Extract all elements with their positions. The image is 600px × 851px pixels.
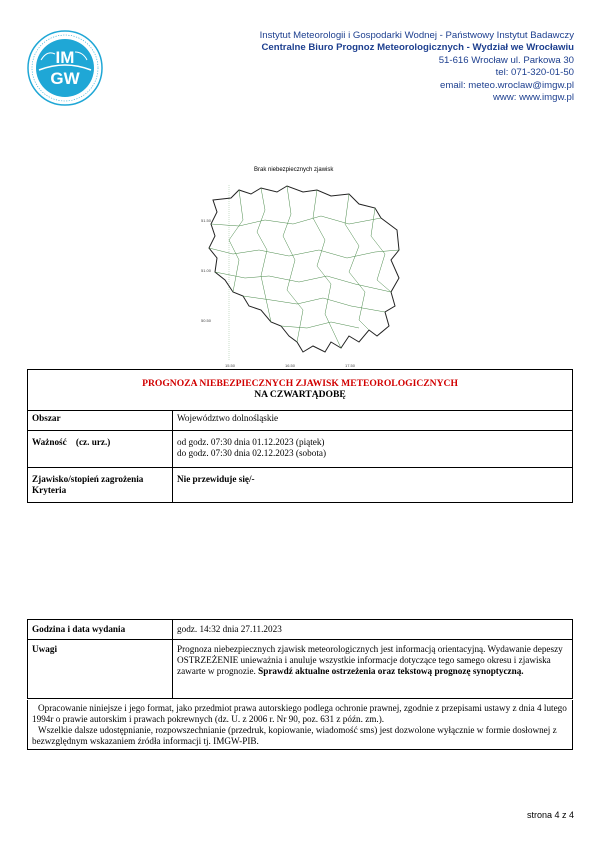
forecast-title-line2: NA CZWARTĄDOBĘ [254, 389, 346, 400]
header-email[interactable]: email: meteo.wroclaw@imgw.pl [440, 79, 574, 91]
issue-table [27, 619, 573, 699]
map-y-tick: 51.50 [201, 218, 212, 223]
validity-label [28, 431, 173, 468]
validity-label-text: Ważność [32, 437, 67, 447]
map-x-tick: 17.50 [345, 363, 356, 368]
remarks-bold: Sprawdź aktualne ostrzeżenia oraz tekstową prognozę synoptyczną. [258, 666, 524, 676]
remarks-value [173, 640, 573, 699]
copyright-p1: Opracowanie niniejsze i jego format, jako przedmiot prawa autorskiego podlega ochronie prawnej, zgodnie z przepisami ustawy z dnia 4 lutego 1994r o prawie autorskim i prawach pokrewnych (dz. U. z 2006 r. Nr 90, poz. 631 z późn. zm.). [32, 703, 567, 724]
header-address: 51-616 Wrocław ul. Parkowa 30 [438, 54, 574, 66]
imgw-logo [27, 30, 103, 106]
region-map-image [199, 180, 409, 370]
header-department: Centralne Biuro Prognoz Meteorologicznych - Wydział we Wrocławiu [261, 42, 574, 54]
validity-value [173, 431, 573, 468]
validity-to: do godz. 07:30 dnia 02.12.2023 (sobota) [177, 448, 327, 458]
forecast-title-line1: PROGNOZA NIEBEZPIECZNYCH ZJAWISK METEOROLOGICZNYCH [142, 378, 458, 389]
copyright-note [27, 700, 573, 750]
validity-unit: (cz. urz.) [75, 437, 111, 447]
header-phone: tel: 071-320-01-50 [495, 67, 574, 79]
area-label: Obszar [28, 411, 173, 431]
header-institute: Instytut Meteorologii i Gospodarki Wodnej - Państwowy Instytut Badawczy [259, 30, 574, 41]
imgw-logo-icon [27, 30, 103, 106]
map-title: Brak niebezpiecznych zjawisk [254, 167, 334, 173]
area-value: Województwo dolnośląskie [173, 411, 573, 431]
institution-header [260, 30, 574, 104]
map-y-tick: 50.50 [201, 318, 212, 323]
remarks-label: Uwagi [28, 640, 173, 699]
copyright-p2: Wszelkie dalsze udostępnianie, rozpowszechnianie (przedruk, kopiowanie, wiadomość sms) jest dozwolone wyłącznie w formie dosłownej z bezwzględnym wskazaniem źródła informacji tj. IMGW-PIB. [32, 725, 557, 746]
logo-text-bottom: GW [50, 69, 80, 88]
phenomena-label-line2: Kryteria [32, 485, 67, 495]
logo-text-top: IM [55, 48, 75, 67]
region-map [199, 180, 409, 370]
phenomena-label [28, 468, 173, 503]
phenomena-value: Nie przewiduje się/- [173, 468, 573, 503]
forecast-table [27, 369, 573, 503]
forecast-title [28, 370, 573, 411]
map-x-tick: 16.50 [285, 363, 296, 368]
map-x-tick: 15.50 [225, 363, 236, 368]
remarks-text: Prognoza niebezpiecznych zjawisk meteorologicznych jest informacją orientacyjną. Wydawanie depeszy OSTRZEŻENIE unieważnia i anuluje wszystkie informacje dotyczące tego samego okresu i zjawiska zawarte w prognozie. [177, 644, 563, 676]
validity-from: od godz. 07:30 dnia 01.12.2023 (piątek) [177, 437, 325, 447]
map-y-tick: 51.00 [201, 268, 212, 273]
issued-label: Godzina i data wydania [28, 620, 173, 640]
page-number: strona 4 z 4 [526, 810, 574, 820]
header-www[interactable]: www: www.imgw.pl [492, 92, 574, 104]
issued-value: godz. 14:32 dnia 27.11.2023 [173, 620, 573, 640]
phenomena-label-line1: Zjawisko/stopień zagrożenia [32, 474, 144, 484]
